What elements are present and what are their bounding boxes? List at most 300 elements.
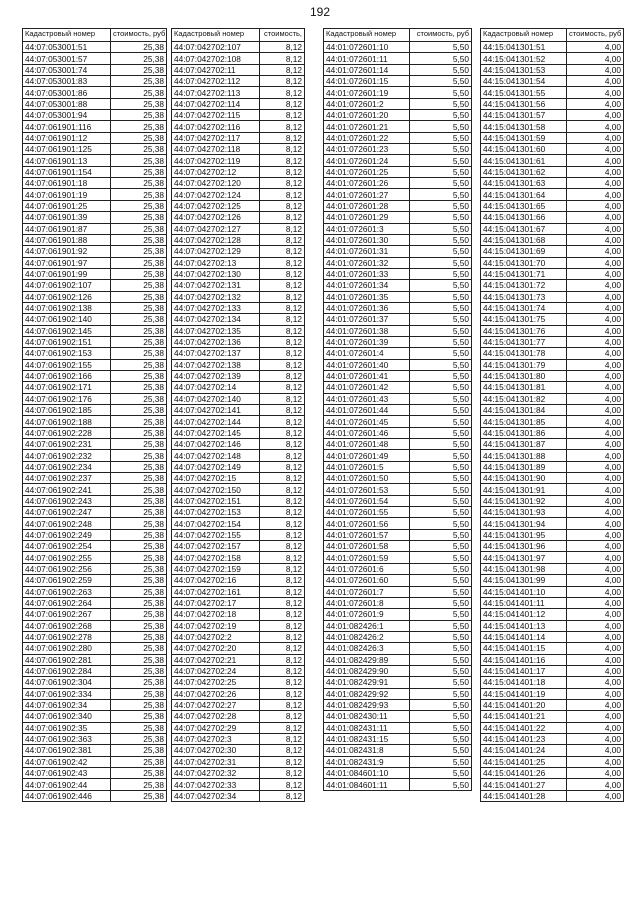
table-row: [23, 291, 167, 302]
cost-cell: 4,00: [567, 733, 624, 744]
cost-cell: 25,38: [111, 461, 167, 472]
cadastral-number-cell: 44:15:041301:64: [481, 189, 567, 200]
table-row: [481, 643, 624, 654]
cost-cell: 4,00: [567, 563, 624, 574]
cost-cell: 25,38: [111, 416, 167, 427]
table-row: [324, 393, 472, 404]
cadastral-number-cell: 44:01:084601:10: [324, 768, 410, 779]
cost-cell: 8,12: [260, 234, 305, 245]
cost-cell: 25,38: [111, 348, 167, 359]
table-row: [23, 405, 167, 416]
cadastral-number-cell: 44:01:082431:15: [324, 733, 410, 744]
cost-cell: 4,00: [567, 144, 624, 155]
cost-cell: 4,00: [567, 677, 624, 688]
cost-cell: 5,50: [410, 768, 472, 779]
cadastral-number-cell: 44:15:041301:80: [481, 370, 567, 381]
cadastral-number-cell: 44:07:042702:161: [172, 586, 260, 597]
cadastral-number-cell: 44:07:042702:150: [172, 484, 260, 495]
table-row: [23, 189, 167, 200]
cadastral-number-cell: 44:07:061901:99: [23, 268, 111, 279]
cost-cell: 25,38: [111, 495, 167, 506]
cadastral-cost-table-2: [171, 28, 305, 802]
cadastral-number-cell: 44:07:061902:249: [23, 529, 111, 540]
table-row: [481, 121, 624, 132]
table-row: [23, 768, 167, 779]
table-row: [324, 348, 472, 359]
cadastral-number-cell: 44:15:041301:56: [481, 98, 567, 109]
table-row: [324, 246, 472, 257]
table-row: [324, 620, 472, 631]
cost-cell: 25,38: [111, 302, 167, 313]
table-row: [23, 280, 167, 291]
table-row: [172, 439, 305, 450]
cadastral-number-cell: 44:01:072601:6: [324, 563, 410, 574]
table-row: [481, 779, 624, 790]
cadastral-number-cell: 44:07:042702:12: [172, 166, 260, 177]
table-row: [23, 64, 167, 75]
cadastral-number-cell: 44:15:041401:12: [481, 609, 567, 620]
table-row: [324, 677, 472, 688]
cadastral-number-cell: 44:01:072601:34: [324, 280, 410, 291]
table-row: [23, 302, 167, 313]
table-row: [481, 427, 624, 438]
cadastral-number-cell: 44:07:053001:51: [23, 42, 111, 53]
cadastral-number-cell: 44:07:042702:17: [172, 597, 260, 608]
cost-cell: 8,12: [260, 348, 305, 359]
cost-cell: 5,50: [410, 529, 472, 540]
table-row: [23, 42, 167, 53]
cadastral-number-cell: 44:15:041301:95: [481, 529, 567, 540]
cadastral-number-cell: 44:07:042702:137: [172, 348, 260, 359]
cost-cell: 8,12: [260, 541, 305, 552]
cost-cell: 25,38: [111, 246, 167, 257]
cadastral-number-cell: 44:15:041401:17: [481, 665, 567, 676]
cost-cell: 8,12: [260, 756, 305, 767]
table-row: [172, 291, 305, 302]
cadastral-number-cell: 44:07:042702:108: [172, 53, 260, 64]
table-row: [172, 790, 305, 801]
table-row: [481, 98, 624, 109]
cost-cell: 4,00: [567, 507, 624, 518]
table-row: [324, 280, 472, 291]
cadastral-number-cell: 44:01:072601:59: [324, 552, 410, 563]
table-row: [23, 268, 167, 279]
table-row: [481, 575, 624, 586]
table-row: [172, 280, 305, 291]
cost-cell: 25,38: [111, 473, 167, 484]
table-row: [172, 541, 305, 552]
table-row: [324, 370, 472, 381]
table-row: [23, 87, 167, 98]
cadastral-number-cell: 44:01:072601:45: [324, 416, 410, 427]
cost-cell: 8,12: [260, 336, 305, 347]
cost-cell: 4,00: [567, 98, 624, 109]
cost-cell: 25,38: [111, 280, 167, 291]
cadastral-number-cell: 44:07:042702:126: [172, 212, 260, 223]
table-row: [324, 484, 472, 495]
cost-cell: 4,00: [567, 223, 624, 234]
cost-cell: 25,38: [111, 405, 167, 416]
table-row: [172, 631, 305, 642]
table-row: [23, 382, 167, 393]
cost-cell: 4,00: [567, 280, 624, 291]
cadastral-number-cell: 44:01:072601:15: [324, 76, 410, 87]
cadastral-number-cell: 44:07:042702:141: [172, 405, 260, 416]
table-row: [481, 665, 624, 676]
cadastral-number-cell: 44:07:061901:25: [23, 200, 111, 211]
cadastral-number-cell: 44:07:061901:88: [23, 234, 111, 245]
table-row: [324, 314, 472, 325]
table-row: [324, 756, 472, 767]
table-row: [481, 529, 624, 540]
table-row: [172, 699, 305, 710]
cost-cell: 25,38: [111, 745, 167, 756]
cadastral-number-cell: 44:07:061902:145: [23, 325, 111, 336]
cost-cell: 4,00: [567, 597, 624, 608]
cadastral-number-cell: 44:15:041401:24: [481, 745, 567, 756]
table-row: [324, 189, 472, 200]
cost-cell: 4,00: [567, 166, 624, 177]
cadastral-cost-table-4: [480, 28, 624, 802]
cost-cell: 25,38: [111, 586, 167, 597]
cost-cell: 8,12: [260, 257, 305, 268]
cost-cell: 8,12: [260, 563, 305, 574]
cost-cell: 25,38: [111, 64, 167, 75]
cadastral-number-cell: 44:07:061902:188: [23, 416, 111, 427]
cadastral-number-cell: 44:15:041301:75: [481, 314, 567, 325]
table-row: [23, 212, 167, 223]
cadastral-number-cell: 44:15:041301:96: [481, 541, 567, 552]
cadastral-number-cell: 44:01:072601:44: [324, 405, 410, 416]
cost-cell: 5,50: [410, 473, 472, 484]
table-row: [23, 541, 167, 552]
cadastral-number-cell: 44:01:072601:22: [324, 132, 410, 143]
cadastral-number-cell: 44:01:082430:11: [324, 711, 410, 722]
table-row: [481, 76, 624, 87]
cadastral-number-cell: 44:07:042702:127: [172, 223, 260, 234]
table-row: [23, 507, 167, 518]
cost-cell: 25,38: [111, 711, 167, 722]
cost-cell: 8,12: [260, 166, 305, 177]
cadastral-number-cell: 44:01:072601:21: [324, 121, 410, 132]
cost-cell: 25,38: [111, 370, 167, 381]
cost-cell: 25,38: [111, 382, 167, 393]
cost-cell: 5,50: [410, 53, 472, 64]
table-row: [172, 529, 305, 540]
cost-cell: 4,00: [567, 110, 624, 121]
cost-cell: 4,00: [567, 586, 624, 597]
cadastral-number-cell: 44:01:072601:36: [324, 302, 410, 313]
cadastral-number-cell: 44:01:072601:4: [324, 348, 410, 359]
cadastral-number-cell: 44:07:061902:107: [23, 280, 111, 291]
cost-cell: 25,38: [111, 212, 167, 223]
cost-cell: 8,12: [260, 302, 305, 313]
table-row: [172, 552, 305, 563]
table-row: [23, 597, 167, 608]
cost-cell: 25,38: [111, 518, 167, 529]
cost-cell: 4,00: [567, 518, 624, 529]
table-row: [23, 473, 167, 484]
cost-cell: 8,12: [260, 518, 305, 529]
cadastral-number-cell: 44:07:061902:44: [23, 779, 111, 790]
cadastral-number-cell: 44:15:041401:18: [481, 677, 567, 688]
cadastral-number-cell: 44:15:041301:69: [481, 246, 567, 257]
cadastral-number-cell: 44:07:061902:43: [23, 768, 111, 779]
cadastral-number-cell: 44:01:072601:11: [324, 53, 410, 64]
cost-cell: 25,38: [111, 450, 167, 461]
cost-cell: 25,38: [111, 507, 167, 518]
table-row: [23, 677, 167, 688]
table-row: [23, 155, 167, 166]
table-row: [324, 76, 472, 87]
cadastral-number-cell: 44:15:041401:14: [481, 631, 567, 642]
table-row: [324, 98, 472, 109]
cadastral-number-cell: 44:01:072601:56: [324, 518, 410, 529]
cadastral-number-cell: 44:07:042702:25: [172, 677, 260, 688]
cadastral-number-cell: 44:01:072601:26: [324, 178, 410, 189]
cadastral-number-cell: 44:07:042702:145: [172, 427, 260, 438]
cadastral-number-cell: 44:15:041301:68: [481, 234, 567, 245]
cost-cell: 5,50: [410, 268, 472, 279]
table-row: [481, 733, 624, 744]
table-row: [324, 711, 472, 722]
cost-cell: 5,50: [410, 234, 472, 245]
table-row: [172, 132, 305, 143]
table-row: [324, 722, 472, 733]
cadastral-number-cell: 44:07:042702:15: [172, 473, 260, 484]
cadastral-number-cell: 44:15:041301:67: [481, 223, 567, 234]
cost-cell: 25,38: [111, 768, 167, 779]
cost-cell: 25,38: [111, 257, 167, 268]
table-row: [23, 223, 167, 234]
table-row: [481, 166, 624, 177]
cost-cell: 8,12: [260, 597, 305, 608]
cadastral-number-cell: 44:15:041301:63: [481, 178, 567, 189]
cadastral-number-cell: 44:01:072601:30: [324, 234, 410, 245]
table-row: [23, 427, 167, 438]
table-row: [172, 87, 305, 98]
cost-cell: 5,50: [410, 370, 472, 381]
cost-cell: 8,12: [260, 450, 305, 461]
table-row: [172, 325, 305, 336]
cadastral-number-cell: 44:07:061902:267: [23, 609, 111, 620]
cost-cell: 25,38: [111, 756, 167, 767]
cost-cell: 5,50: [410, 302, 472, 313]
table-row: [23, 314, 167, 325]
table-row: [481, 53, 624, 64]
cost-cell: 4,00: [567, 382, 624, 393]
cost-cell: 4,00: [567, 76, 624, 87]
cost-cell: 8,12: [260, 620, 305, 631]
cost-cell: 8,12: [260, 529, 305, 540]
cadastral-number-cell: 44:01:082429:92: [324, 688, 410, 699]
table-row: [481, 563, 624, 574]
cadastral-number-cell: 44:15:041301:76: [481, 325, 567, 336]
cost-cell: 5,50: [410, 76, 472, 87]
cost-cell: 8,12: [260, 484, 305, 495]
cost-cell: 8,12: [260, 223, 305, 234]
cost-cell: 25,38: [111, 575, 167, 586]
table-row: [324, 336, 472, 347]
cost-cell: 5,50: [410, 677, 472, 688]
cadastral-number-cell: 44:07:042702:16: [172, 575, 260, 586]
table-row: [481, 359, 624, 370]
cost-cell: 8,12: [260, 733, 305, 744]
cadastral-number-cell: 44:07:061902:171: [23, 382, 111, 393]
cadastral-number-cell: 44:07:061902:237: [23, 473, 111, 484]
cost-cell: 25,38: [111, 427, 167, 438]
cadastral-number-cell: 44:15:041401:21: [481, 711, 567, 722]
cost-cell: 25,38: [111, 189, 167, 200]
table-row: [481, 336, 624, 347]
table-row: [23, 529, 167, 540]
cadastral-number-cell: 44:15:041301:90: [481, 473, 567, 484]
cadastral-number-cell: 44:01:072601:46: [324, 427, 410, 438]
table-row: [172, 336, 305, 347]
cost-cell: 4,00: [567, 473, 624, 484]
cadastral-number-cell: 44:07:042702:33: [172, 779, 260, 790]
cadastral-number-cell: 44:15:041301:98: [481, 563, 567, 574]
table-row: [324, 575, 472, 586]
table-row: [23, 631, 167, 642]
table-row: [172, 393, 305, 404]
cost-cell: 8,12: [260, 495, 305, 506]
table-row: [324, 223, 472, 234]
table-row: [324, 541, 472, 552]
cadastral-number-cell: 44:07:061902:263: [23, 586, 111, 597]
table-row: [481, 257, 624, 268]
table-row: [324, 155, 472, 166]
table-row: [481, 200, 624, 211]
table-row: [23, 756, 167, 767]
table-row: [324, 291, 472, 302]
cost-cell: 25,38: [111, 620, 167, 631]
cost-cell: 5,50: [410, 722, 472, 733]
cost-cell: 5,50: [410, 416, 472, 427]
cadastral-number-cell: 44:15:041301:71: [481, 268, 567, 279]
cost-cell: 5,50: [410, 541, 472, 552]
cadastral-number-cell: 44:07:061902:151: [23, 336, 111, 347]
table-row: [172, 563, 305, 574]
table-row: [172, 121, 305, 132]
cost-cell: 5,50: [410, 121, 472, 132]
cost-cell: 4,00: [567, 484, 624, 495]
table-row: [324, 234, 472, 245]
table-row: [23, 393, 167, 404]
cost-cell: 4,00: [567, 42, 624, 53]
table-row: [23, 711, 167, 722]
cost-cell: 4,00: [567, 359, 624, 370]
cadastral-number-cell: 44:07:042702:134: [172, 314, 260, 325]
cost-cell: 4,00: [567, 178, 624, 189]
cadastral-number-cell: 44:01:082426:1: [324, 620, 410, 631]
table-row: [481, 268, 624, 279]
table-row: [324, 42, 472, 53]
column-header-cost: стоимость, руб: [567, 29, 624, 42]
cadastral-number-cell: 44:01:072601:50: [324, 473, 410, 484]
cadastral-number-cell: 44:01:082426:3: [324, 643, 410, 654]
table-row: [172, 223, 305, 234]
table-row: [481, 132, 624, 143]
table-row: [23, 144, 167, 155]
cost-cell: 8,12: [260, 76, 305, 87]
cost-cell: 4,00: [567, 53, 624, 64]
table-row: [23, 166, 167, 177]
table-row: [172, 189, 305, 200]
cadastral-number-cell: 44:07:061901:92: [23, 246, 111, 257]
cost-cell: 5,50: [410, 291, 472, 302]
cadastral-number-cell: 44:07:061901:154: [23, 166, 111, 177]
cost-cell: 25,38: [111, 132, 167, 143]
table-row: [481, 291, 624, 302]
cost-cell: 8,12: [260, 631, 305, 642]
cost-cell: 5,50: [410, 484, 472, 495]
cadastral-number-cell: 44:07:061902:234: [23, 461, 111, 472]
cost-cell: 5,50: [410, 461, 472, 472]
cost-cell: 4,00: [567, 405, 624, 416]
cost-cell: 5,50: [410, 393, 472, 404]
cost-cell: 5,50: [410, 620, 472, 631]
cost-cell: 4,00: [567, 64, 624, 75]
cadastral-number-cell: 44:15:041401:19: [481, 688, 567, 699]
cost-cell: 8,12: [260, 246, 305, 257]
table-row: [481, 495, 624, 506]
cost-cell: 25,38: [111, 393, 167, 404]
cadastral-number-cell: 44:15:041301:55: [481, 87, 567, 98]
cost-cell: 4,00: [567, 722, 624, 733]
table-row: [481, 461, 624, 472]
table-row: [481, 189, 624, 200]
cost-cell: 5,50: [410, 132, 472, 143]
table-row: [172, 370, 305, 381]
cadastral-number-cell: 44:07:042702:158: [172, 552, 260, 563]
cadastral-number-cell: 44:07:042702:32: [172, 768, 260, 779]
table-row: [324, 110, 472, 121]
cadastral-number-cell: 44:01:084601:11: [324, 779, 410, 790]
cadastral-number-cell: 44:15:041301:88: [481, 450, 567, 461]
cost-cell: 5,50: [410, 654, 472, 665]
table-row: [172, 314, 305, 325]
cadastral-number-cell: 44:07:042702:131: [172, 280, 260, 291]
cost-cell: 8,12: [260, 87, 305, 98]
table-row: [324, 132, 472, 143]
cost-cell: 5,50: [410, 359, 472, 370]
cadastral-number-cell: 44:07:053001:57: [23, 53, 111, 64]
cadastral-number-cell: 44:01:082429:90: [324, 665, 410, 676]
cadastral-number-cell: 44:07:061902:232: [23, 450, 111, 461]
cadastral-number-cell: 44:15:041301:77: [481, 336, 567, 347]
table-row: [481, 314, 624, 325]
table-row: [172, 110, 305, 121]
table-row: [172, 427, 305, 438]
cadastral-number-cell: 44:07:042702:132: [172, 291, 260, 302]
cadastral-number-cell: 44:01:072601:32: [324, 257, 410, 268]
cost-cell: 8,12: [260, 439, 305, 450]
column-header-cost: стоимость, руб: [111, 29, 167, 42]
table-row: [172, 76, 305, 87]
cost-cell: 8,12: [260, 64, 305, 75]
cost-cell: 8,12: [260, 722, 305, 733]
table-row: [172, 620, 305, 631]
cadastral-number-cell: 44:07:042702:159: [172, 563, 260, 574]
table-row: [172, 42, 305, 53]
table-row: [481, 654, 624, 665]
cost-cell: 5,50: [410, 688, 472, 699]
cadastral-number-cell: 44:07:042702:146: [172, 439, 260, 450]
cost-cell: 4,00: [567, 268, 624, 279]
table-row: [172, 779, 305, 790]
table-row: [172, 178, 305, 189]
